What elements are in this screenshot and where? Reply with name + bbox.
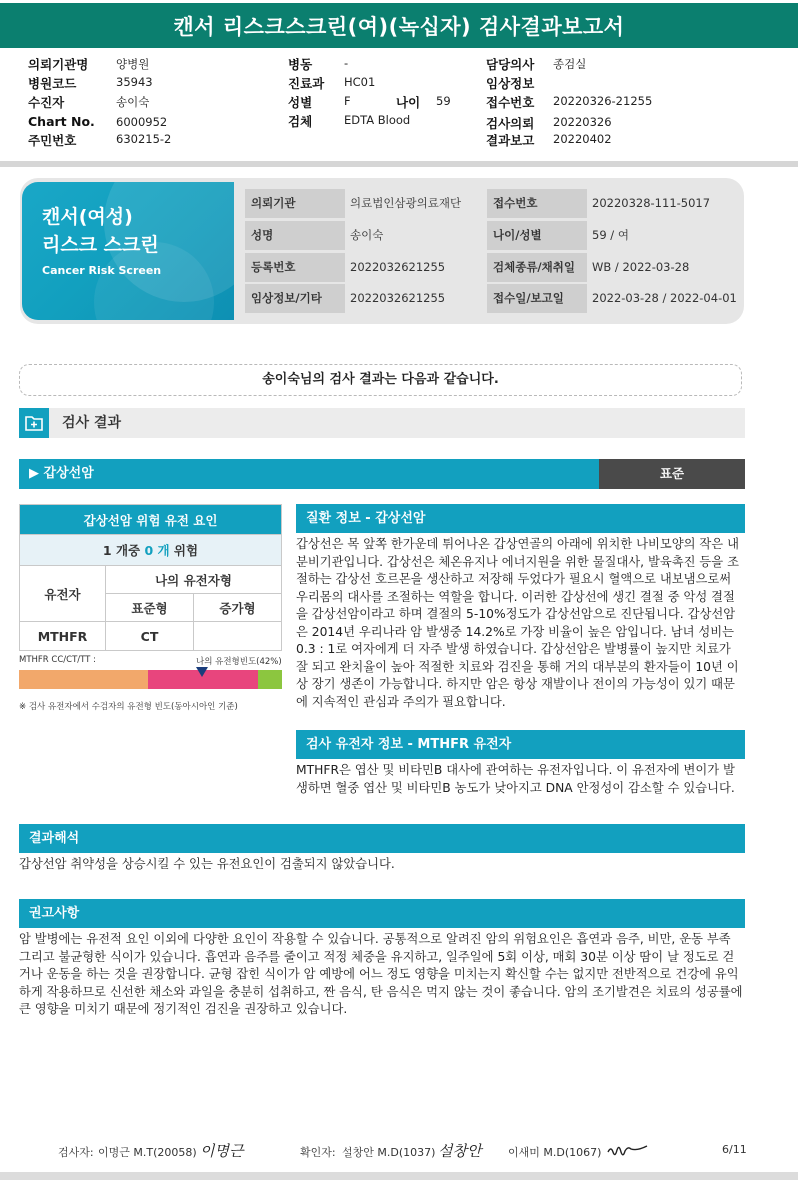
disease-info-text: 갑상선은 목 앞쪽 한가운데 튀어나온 갑상연골의 아래에 위치한 나비모양의 작은 내분비기관입니다. 갑상선은 체온유지나 에너지원을 위한 물질대사, 발육촉진 등을 조절하는 갑상선 호르몬을 생산하고 저장해 두었다가 필요시 혈액으로 내보냄으로써 우리몸의 대사를 조절하는 역할을 합니다. 이러한 갑상선에 생긴 결절 중 악성 결절을 갑상선암이라고 하며 결절의 5-10%정도가 갑상선암으로 진단됩니다. 갑상선암은 2014년 우리나라 암 발생중 14.2%로 가장 비율이 높은 암입니다. 남녀 성비는 0.3 : 1로 여자에게 더 자주 발생 하였습니다. 갑상선암은 발병률이 높지만 치료가 잘 되고 완치율이 높아 적절한 치료와 검진을 통해 거의 대부분의 환자들이 10년 이상 장기 생존이 가능합니다. 하지만 암은 항상 재발이나 전이의 가능성이 있기 때문에 지속적인 관심과 주의가 필요합니다. — [296, 537, 739, 709]
confirmer2-signature — [606, 1142, 650, 1158]
header-label: 진료과 — [288, 76, 325, 91]
gene-info-title: 검사 유전자 정보 - MTHFR 유전자 — [296, 730, 745, 759]
header-label: 수진자 — [28, 95, 65, 110]
header-label: 병원코드 — [28, 76, 77, 91]
header-value: 송이숙 — [116, 95, 150, 109]
logo-text-line1: 캔서(여성) — [42, 206, 133, 228]
recommendation-title: 권고사항 — [19, 899, 745, 928]
header-label: 검사의뢰 — [486, 116, 535, 131]
card-value: 59 / 여 — [592, 228, 629, 242]
tester-name: 이명근 M.T(20058) — [98, 1146, 197, 1159]
recommendation-text: 암 발병에는 유전적 요인 이외에 다양한 요인이 작용할 수 있습니다. 공통적으로 알려진 암의 위험요인은 흡연과 음주, 비만, 운동 부족 그리고 불균형한 식이가 있습니다. 흡연과 음주를 줄이고 적정 체중을 유지하고, 일주일에 5회 이상, 매회 30분 이상 땀이 날 정도로 걷거나 운동을 하는 것을 권장합니다. 균형 잡힌 식이가 암 예방에 어느 정도 영향을 미치는지 확신할 수는 없지만 전반적으로 건강에 유익하게 작용하므로 신선한 채소와 과일을 충분히 섭취하고, 짠 음식, 탄 음식은 먹지 않는 것이 좋습니다. 암의 조기발견은 치료의 성공률에 큰 영향을 미치기 때문에 정기적인 검진을 권장하고 있습니다. — [19, 932, 743, 1016]
table-row — [20, 622, 282, 651]
header-value: 20220326-21255 — [553, 94, 653, 108]
header-divider — [0, 161, 798, 167]
footer-divider — [0, 1172, 798, 1180]
disease-info-title: 질환 정보 - 갑상선암 — [296, 504, 745, 533]
gene-info-block — [296, 730, 745, 797]
card-label: 성명 — [245, 221, 345, 250]
age-label: 나이 — [396, 95, 421, 110]
card-label: 등록번호 — [245, 253, 345, 282]
folder-plus-icon — [19, 408, 49, 438]
disease-info-block — [296, 504, 745, 711]
header-value: HC01 — [344, 75, 376, 89]
header-label: 병동 — [288, 57, 313, 72]
card-value: 2022032621255 — [350, 291, 446, 305]
frequency-segment-cc — [19, 670, 148, 689]
result-intro: 송이숙님의 검사 결과는 다음과 같습니다. — [19, 364, 742, 396]
header-value: - — [344, 56, 349, 70]
col-header-my-genotype: 나의 유전자형 — [106, 566, 282, 594]
header-value: EDTA Blood — [344, 113, 411, 127]
cancer-type-bar: ▶ 갑상선암 — [19, 459, 599, 489]
header-label: 의뢰기관명 — [28, 57, 89, 72]
report-title: 캔서 리스크스크린(여)(녹십자) 검사결과보고서 — [173, 15, 625, 39]
my-genotype-marker — [196, 667, 208, 677]
genotype-increased — [194, 622, 282, 651]
header-value: 종검실 — [553, 57, 587, 71]
logo-text-line2: 리스크 스크린 — [42, 234, 159, 256]
header-label: 주민번호 — [28, 133, 77, 148]
count-prefix: 1 개중 — [102, 543, 145, 558]
report-title-bar — [0, 0, 798, 48]
card-value: 20220328-111-5017 — [592, 196, 711, 210]
header-label: 검체 — [288, 114, 313, 129]
header-label: 임상정보 — [486, 76, 535, 91]
header-value: 6000952 — [116, 115, 168, 129]
tester-label: 검사자: — [58, 1146, 94, 1159]
gene-risk-count — [20, 535, 282, 566]
logo-text-english: Cancer Risk Screen — [42, 264, 162, 277]
recommendation-block — [19, 899, 745, 1019]
header-value: F — [344, 94, 351, 108]
header-value: 20220402 — [553, 132, 612, 146]
tester-signature: 이명근 — [200, 1142, 244, 1160]
section-header — [19, 408, 745, 438]
freq-bar-label: MTHFR CC/CT/TT : — [19, 655, 96, 665]
age-value: 59 — [436, 94, 451, 108]
card-label: 나이/성별 — [487, 221, 587, 250]
confirmer-label: 확인자: — [300, 1146, 336, 1159]
confirmer1-signature: 설창안 — [438, 1142, 482, 1160]
card-value: 2022032621255 — [350, 260, 446, 274]
freq-bar-note: ※ 검사 유전자에서 수검자의 유전형 빈도(동아시아인 기준) — [19, 702, 238, 712]
genotype-standard: CT — [106, 622, 194, 651]
card-value: 송이숙 — [350, 228, 384, 242]
header-label: 결과보고 — [486, 133, 535, 148]
col-header-increased: 증가형 — [194, 594, 282, 622]
header-label: Chart No. — [28, 114, 95, 129]
card-label: 의뢰기관 — [245, 189, 345, 218]
col-header-gene: 유전자 — [20, 566, 106, 622]
card-value: 의료법인삼광의료재단 — [350, 196, 462, 210]
card-value: WB / 2022-03-28 — [592, 260, 690, 274]
card-value: 2022-03-28 / 2022-04-01 — [592, 291, 737, 305]
confirmer1-name: 설창안 M.D(1037) — [342, 1146, 436, 1159]
header-value: 20220326 — [553, 115, 612, 129]
section-title: 검사 결과 — [62, 415, 121, 431]
card-label: 접수일/보고일 — [487, 284, 587, 313]
header-value: 35943 — [116, 75, 153, 89]
gene-table-title: 갑상선암 위험 유전 요인 — [20, 505, 282, 535]
card-label: 임상정보/기타 — [245, 284, 345, 313]
header-label: 접수번호 — [486, 95, 535, 110]
header-label: 성별 — [288, 95, 313, 110]
interpretation-text: 갑상선암 취약성을 상승시킬 수 있는 유전요인이 검출되지 않았습니다. — [19, 857, 395, 871]
page-number: 6/11 — [722, 1143, 747, 1156]
confirmer2-name: 이새미 M.D(1067) — [508, 1146, 602, 1159]
card-label: 검체종류/채취일 — [487, 253, 587, 282]
count-suffix: 위험 — [169, 543, 199, 558]
header-value: 양병원 — [116, 57, 150, 71]
interpretation-title: 결과해석 — [19, 824, 745, 853]
count-value: 0 개 — [144, 543, 170, 558]
gene-risk-table — [19, 504, 282, 651]
risk-status-badge: 표준 — [599, 459, 745, 489]
interpretation-block — [19, 824, 745, 874]
frequency-segment-tt — [258, 670, 282, 689]
cancer-risk-screen-logo — [22, 182, 234, 320]
header-label: 담당의사 — [486, 57, 535, 72]
gene-name: MTHFR — [20, 622, 106, 651]
header-value: 630215-2 — [116, 132, 172, 146]
card-label: 접수번호 — [487, 189, 587, 218]
my-frequency-label: 나의 유전형빈도(42%) — [196, 657, 282, 667]
gene-info-text: MTHFR은 엽산 및 비타민B 대사에 관여하는 유전자입니다. 이 유전자에 변이가 발생하면 혈중 엽산 및 비타민B 농도가 낮아지고 DNA 안정성이 감소할 수 있습니다. — [296, 763, 735, 795]
col-header-standard: 표준형 — [106, 594, 194, 622]
